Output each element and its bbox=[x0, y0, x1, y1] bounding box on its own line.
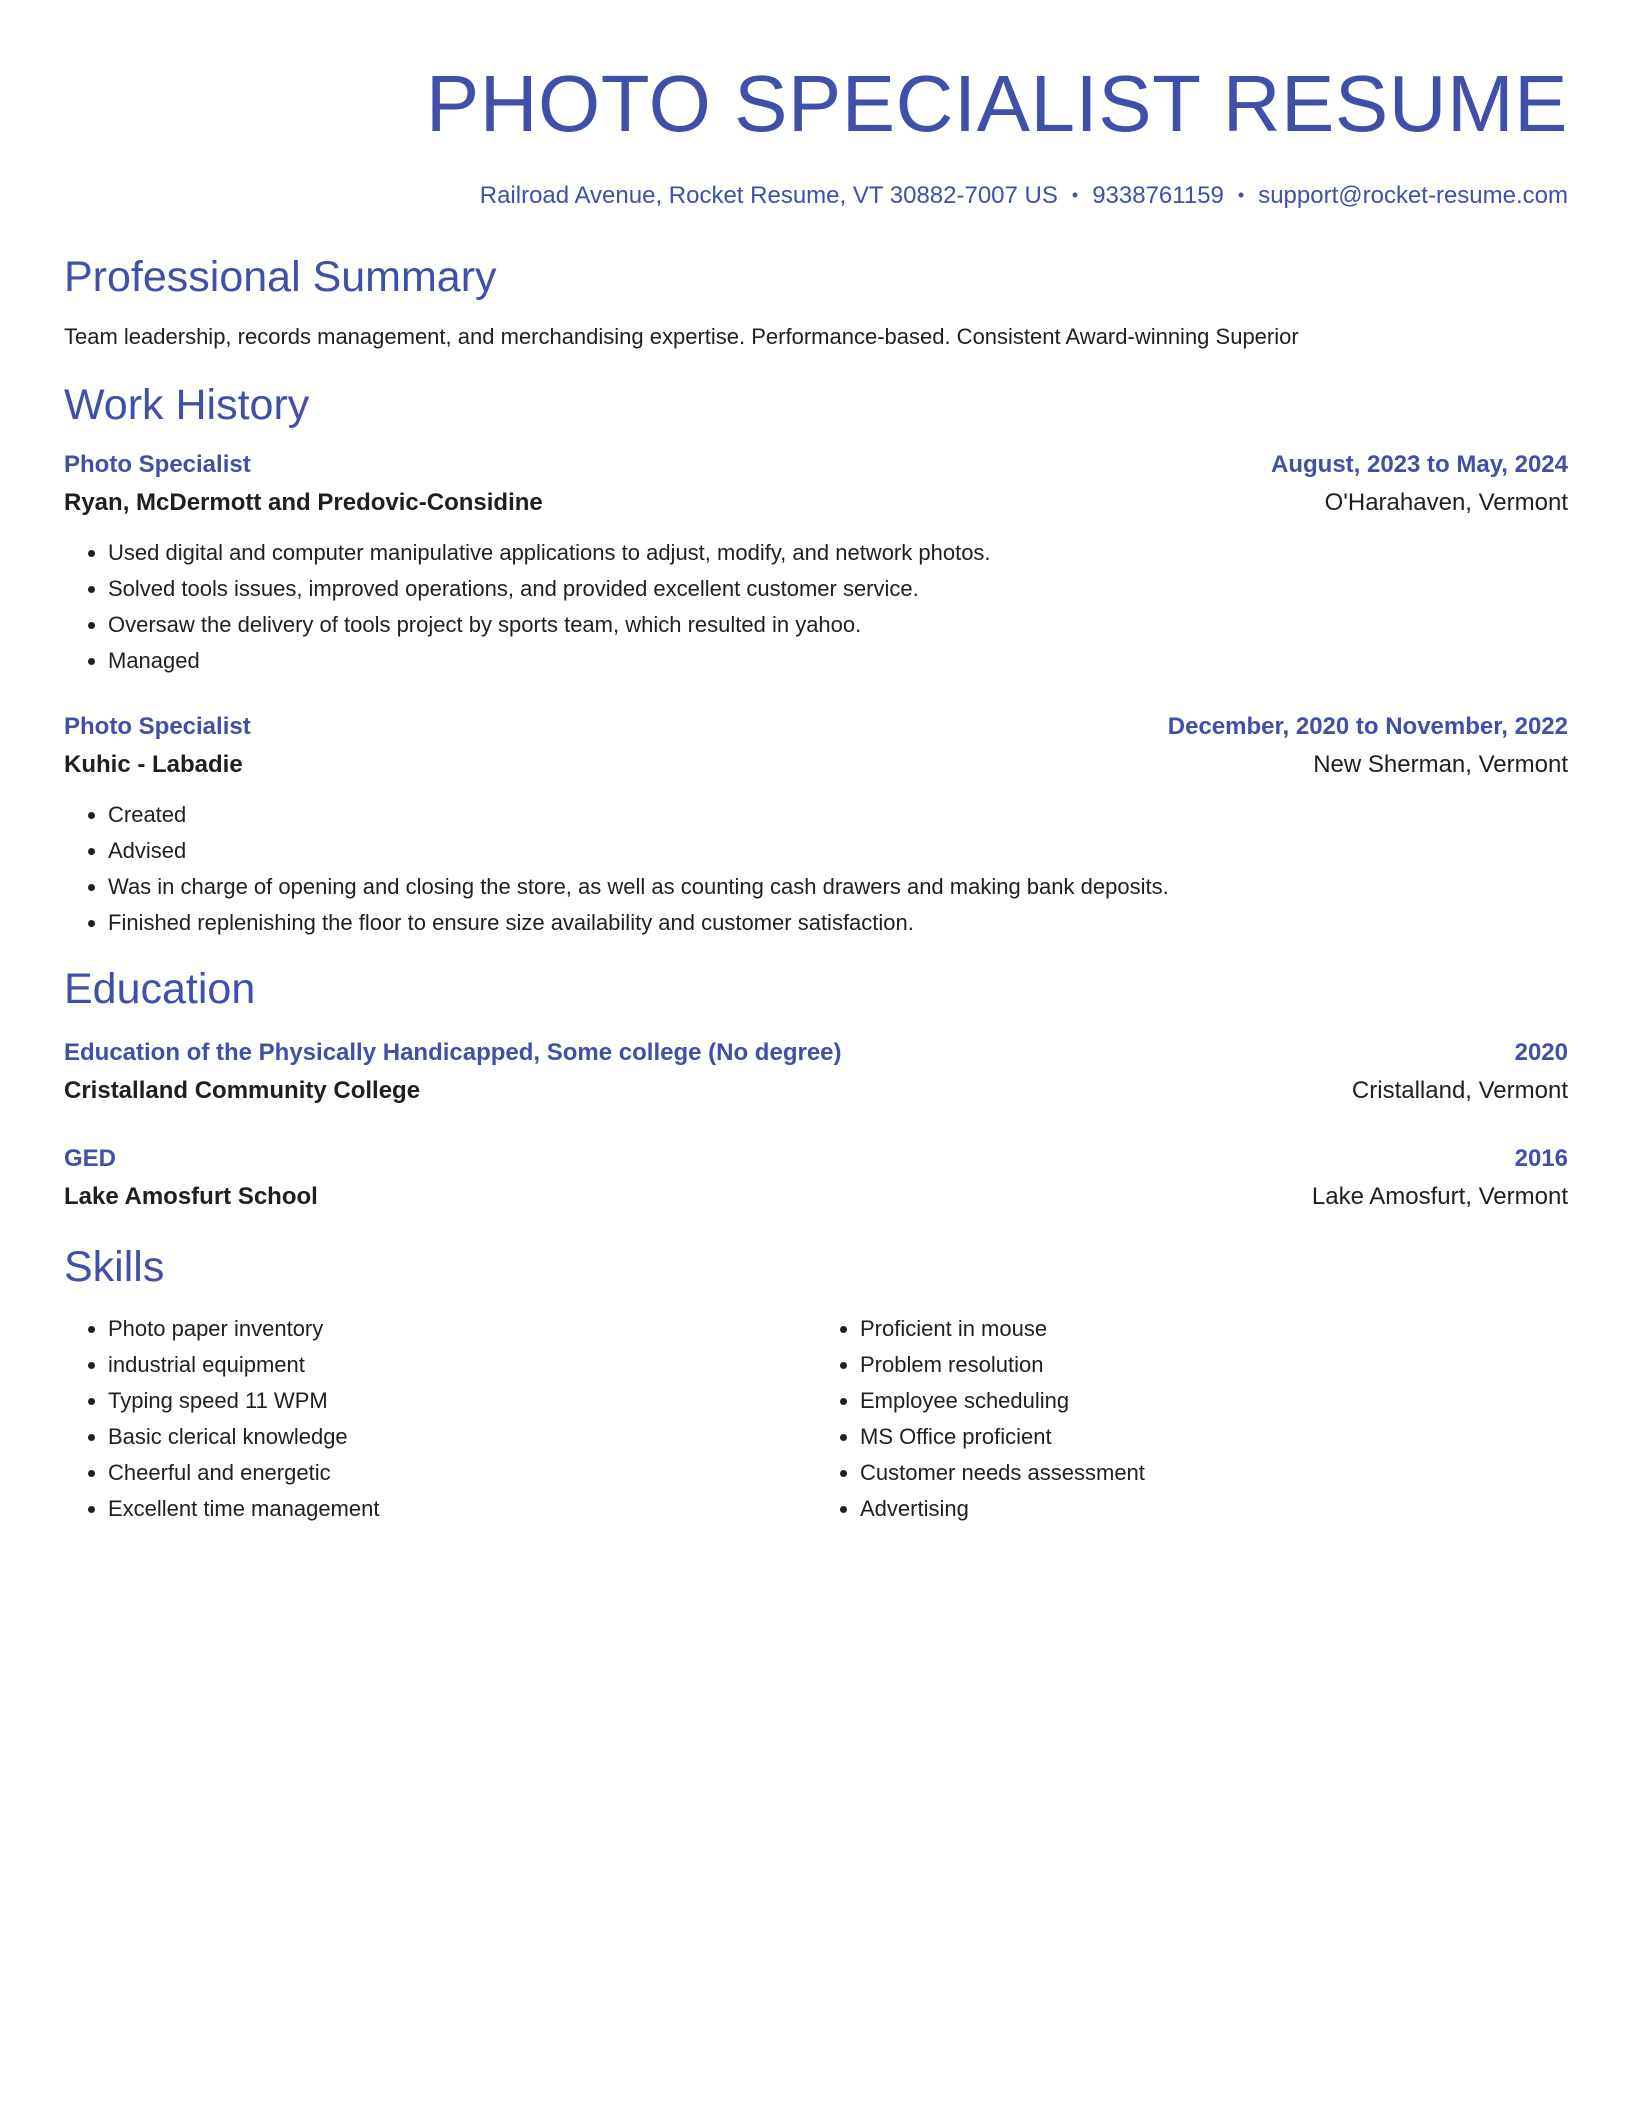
job-entry bbox=[64, 709, 1568, 941]
summary-text: Team leadership, records management, and merchandising expertise. Performance-based. Consistent Award-winning Superior bbox=[64, 324, 1299, 349]
education-year: 2016 bbox=[1514, 1145, 1568, 1172]
job-bullet: • Oversaw the delivery of tools project by sports team, which resulted in yahoo. bbox=[108, 607, 1568, 643]
job-bullet: • Created bbox=[108, 797, 1568, 833]
job-bullet-list bbox=[64, 535, 1568, 679]
summary-heading: Professional Summary bbox=[64, 253, 497, 301]
job-entry bbox=[64, 447, 1568, 679]
job-bullet: • Was in charge of opening and closing the store, as well as counting cash drawers and making bank deposits. bbox=[108, 869, 1568, 905]
contact-line bbox=[64, 178, 1568, 213]
education-header-row bbox=[64, 1141, 1568, 1177]
job-company: Kuhic - Labadie bbox=[64, 751, 243, 778]
job-location: New Sherman, Vermont bbox=[1313, 751, 1568, 778]
job-bullet: • Finished replenishing the floor to ensure size availability and customer satisfaction. bbox=[108, 905, 1568, 941]
education-school-row bbox=[64, 1071, 1568, 1111]
skill-item: • Customer needs assessment bbox=[860, 1455, 1568, 1491]
job-title: Photo Specialist bbox=[64, 713, 251, 740]
work-history-heading: Work History bbox=[64, 381, 310, 429]
education-entry bbox=[64, 1141, 1568, 1217]
education-school: Lake Amosfurt School bbox=[64, 1183, 318, 1210]
education-entry bbox=[64, 1035, 1568, 1111]
skill-item: • MS Office proficient bbox=[860, 1419, 1568, 1455]
skill-item: • Problem resolution bbox=[860, 1347, 1568, 1383]
skill-item: • Cheerful and energetic bbox=[108, 1455, 816, 1491]
skill-item: • Basic clerical knowledge bbox=[108, 1419, 816, 1455]
job-header-row bbox=[64, 709, 1568, 745]
job-dates: August, 2023 to May, 2024 bbox=[1271, 451, 1568, 478]
skill-item: • industrial equipment bbox=[108, 1347, 816, 1383]
education-degree: GED bbox=[64, 1145, 117, 1172]
education-school-row bbox=[64, 1177, 1568, 1217]
job-bullet: • Used digital and computer manipulative applications to adjust, modify, and network photos. bbox=[108, 535, 1568, 571]
skills-list-right bbox=[816, 1311, 1568, 1527]
resume-title: PHOTO SPECIALIST RESUME bbox=[425, 59, 1568, 148]
summary-section bbox=[64, 249, 1568, 353]
job-company: Ryan, McDermott and Predovic-Considine bbox=[64, 489, 543, 516]
skill-item: • Typing speed 11 WPM bbox=[108, 1383, 816, 1419]
contact-phone: 9338761159 bbox=[1092, 182, 1224, 209]
skills-list-left bbox=[64, 1311, 816, 1527]
skill-item: • Photo paper inventory bbox=[108, 1311, 816, 1347]
education-location: Cristalland, Vermont bbox=[1351, 1077, 1568, 1104]
job-header-row bbox=[64, 447, 1568, 483]
skill-item: • Advertising bbox=[860, 1491, 1568, 1527]
skill-item: • Employee scheduling bbox=[860, 1383, 1568, 1419]
education-heading: Education bbox=[64, 965, 256, 1013]
job-title: Photo Specialist bbox=[64, 451, 251, 478]
job-bullet: • Solved tools issues, improved operations, and provided excellent customer service. bbox=[108, 571, 1568, 607]
education-school: Cristalland Community College bbox=[64, 1077, 421, 1104]
skills-heading: Skills bbox=[64, 1243, 165, 1291]
job-bullet: • Advised bbox=[108, 833, 1568, 869]
education-degree: Education of the Physically Handicapped, Some college (No degree) bbox=[64, 1039, 842, 1066]
skills-grid bbox=[64, 1311, 1568, 1527]
contact-email[interactable]: support@rocket-resume.com bbox=[1258, 182, 1568, 209]
job-location: O'Harahaven, Vermont bbox=[1324, 489, 1568, 516]
contact-separator: • bbox=[1071, 185, 1079, 205]
job-company-row bbox=[64, 483, 1568, 523]
education-location: Lake Amosfurt, Vermont bbox=[1311, 1183, 1568, 1210]
education-year: 2020 bbox=[1514, 1039, 1568, 1066]
skill-item: • Excellent time management bbox=[108, 1491, 816, 1527]
education-header-row bbox=[64, 1035, 1568, 1071]
job-dates: December, 2020 to November, 2022 bbox=[1167, 713, 1568, 740]
contact-separator: • bbox=[1237, 185, 1245, 205]
skills-section bbox=[64, 1239, 1568, 1527]
education-section bbox=[64, 961, 1568, 1217]
contact-address: Railroad Avenue, Rocket Resume, VT 30882-7007 US bbox=[479, 182, 1058, 209]
job-bullet-list bbox=[64, 797, 1568, 941]
job-bullet: • Managed bbox=[108, 643, 1568, 679]
skill-item: • Proficient in mouse bbox=[860, 1311, 1568, 1347]
job-company-row bbox=[64, 745, 1568, 785]
work-history-section bbox=[64, 377, 1568, 941]
